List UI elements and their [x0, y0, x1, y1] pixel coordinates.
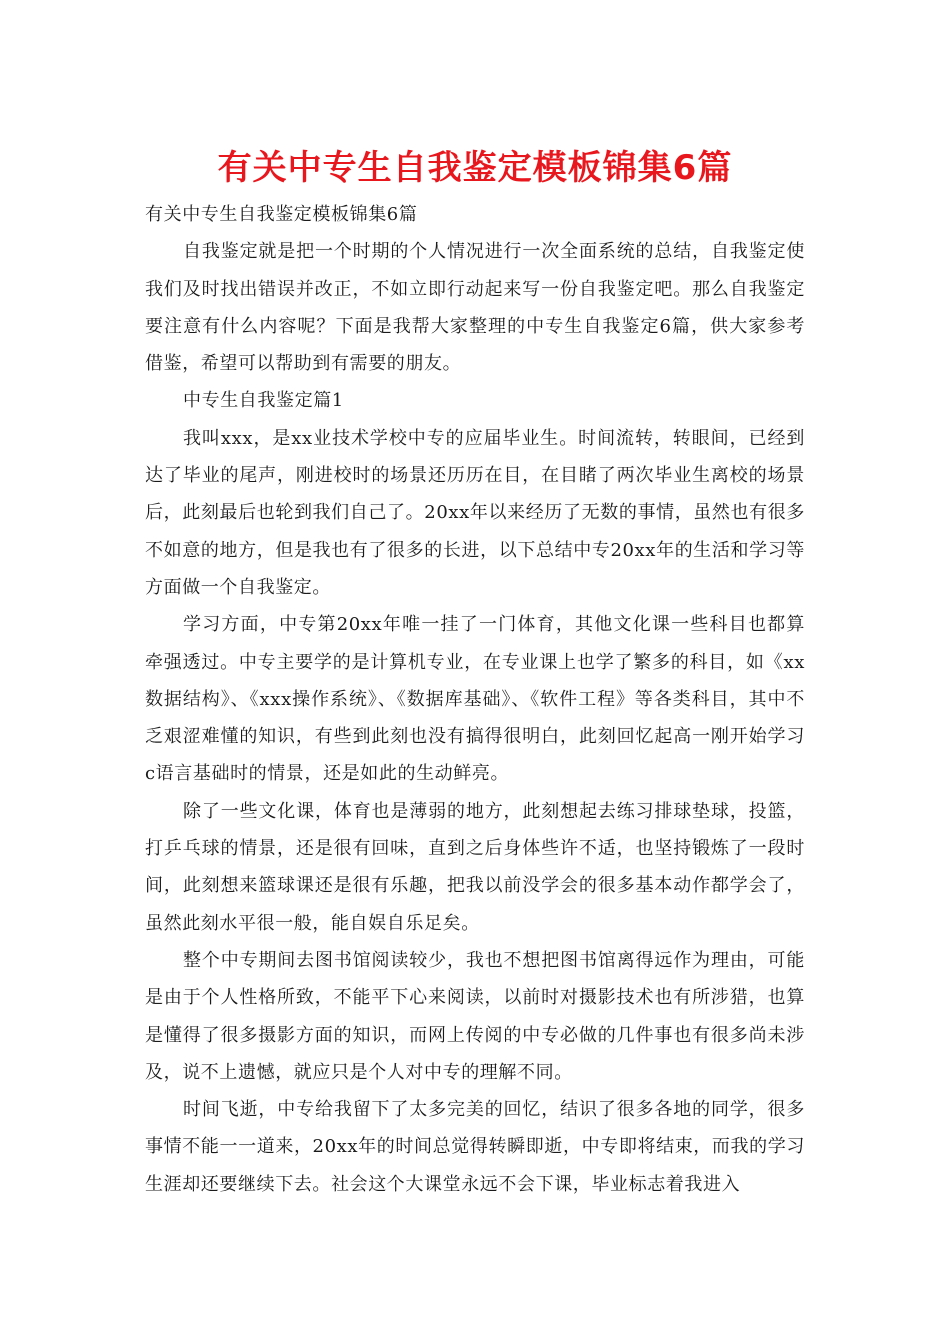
- paragraph: 学习方面，中专第20xx年唯一挂了一门体育，其他文化课一些科目也都算牵强透过。中专主要学的是计算机专业，在专业课上也学了繁多的科目，如《xx数据结构》、《xxx操作系统》、《数据库基础》、《软件工程》等各类科目，其中不乏艰涩难懂的知识，有些到此刻也没有搞得很明白，此刻回忆起高一刚开始学习c语言基础时的情景，还是如此的生动鲜亮。: [145, 614, 805, 785]
- paragraph: 我叫xxx，是xx业技术学校中专的应届毕业生。时间流转，转眼间，已经到达了毕业的尾声，刚进校时的场景还历历在目，在目睹了两次毕业生离校的场景后，此刻最后也轮到我们自己了。20xx年以来经历了无数的事情，虽然也有很多不如意的地方，但是我也有了很多的长进，以下总结中专20xx年的生活和学习等方面做一个自我鉴定。: [145, 427, 805, 598]
- document-body: [145, 196, 805, 1203]
- paragraph: 整个中专期间去图书馆阅读较少，我也不想把图书馆离得远作为理由，可能是由于个人性格所致，不能平下心来阅读，以前时对摄影技术也有所涉猎，也算是懂得了很多摄影方面的知识，而网上传阅的中专必做的几件事也有很多尚未涉及，说不上遗憾，就应只是个人对中专的理解不同。: [145, 949, 805, 1083]
- section-heading: 中专生自我鉴定篇1: [183, 390, 344, 412]
- document-subtitle: 有关中专生自我鉴定模板锦集6篇: [145, 204, 418, 225]
- paragraph: 时间飞逝，中专给我留下了太多完美的回忆，结识了很多各地的同学，很多事情不能一一道来，20xx年的时间总觉得转瞬即逝，中专即将结束，而我的学习生涯却还要继续下去。社会这个大课堂永远不会下课，毕业标志着我进入: [145, 1099, 805, 1195]
- paragraph: 除了一些文化课，体育也是薄弱的地方，此刻想起去练习排球垫球，投篮，打乒乓球的情景，还是很有回味，直到之后身体些许不适，也坚持锻炼了一段时间，此刻想来篮球课还是很有乐趣，把我以前没学会的很多基本动作都学会了，虽然此刻水平很一般，能自娱自乐足矣。: [145, 800, 805, 934]
- document-title: 有关中专生自我鉴定模板锦集6篇: [217, 148, 733, 188]
- paragraph-intro: 自我鉴定就是把一个时期的个人情况进行一次全面系统的总结，自我鉴定使我们及时找出错误并改正，不如立即行动起来写一份自我鉴定吧。那么自我鉴定要注意有什么内容呢？下面是我帮大家整理的中专生自我鉴定6篇，供大家参考借鉴，希望可以帮助到有需要的朋友。: [145, 241, 805, 375]
